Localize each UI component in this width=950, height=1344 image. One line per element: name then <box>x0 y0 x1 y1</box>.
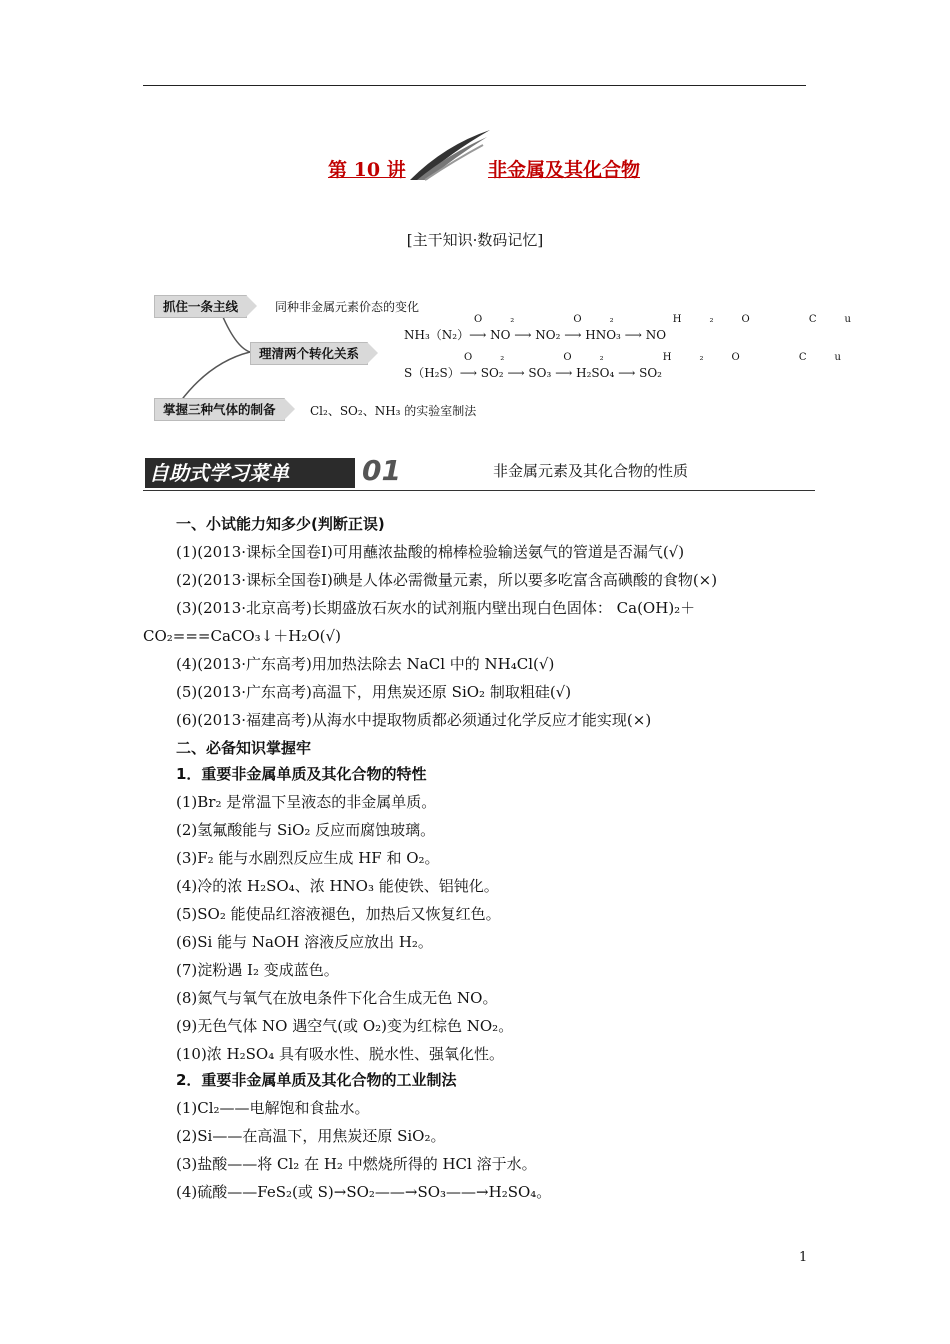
section-banner <box>143 452 815 492</box>
pill-two-relations: 理清两个转化关系 <box>250 342 368 365</box>
prop-5: (5)SO₂ 能使品红溶液褪色，加热后又恢复红色。 <box>176 905 501 923</box>
lecture-title <box>0 155 950 185</box>
menu-number: 01 <box>358 456 405 486</box>
prep-4: (4)硫酸——FeS₂(或 S)→SO₂——→SO₃——→H₂SO₄。 <box>176 1183 552 1201</box>
subtitle: [主干知识·数码记忆] <box>406 231 544 249</box>
prop-1: (1)Br₂ 是常温下呈液态的非金属单质。 <box>176 793 437 811</box>
item-4: (4)(2013·广东高考)用加热法除去 NaCl 中的 NH₄Cl(√) <box>176 655 555 673</box>
heading-1: 一、小试能力知多少(判断正误) <box>176 515 385 533</box>
banner-rule <box>143 490 815 491</box>
section-topic: 非金属元素及其化合物的性质 <box>493 462 689 480</box>
lecture-number: 第 10 讲 <box>328 159 406 181</box>
item-5: (5)(2013·广东高考)高温下，用焦炭还原 SiO₂ 制取粗硅(√) <box>176 683 572 701</box>
item-3-cont: CO₂===CaCO₃↓＋H₂O(√) <box>143 627 341 645</box>
item-1: (1)(2013·课标全国卷Ⅰ)可用蘸浓盐酸的棉棒检验输送氨气的管道是否漏气(√) <box>176 543 685 561</box>
heading-2: 二、必备知识掌握牢 <box>176 739 312 757</box>
item-6: (6)(2013·福建高考)从海水中提取物质都必须通过化学反应才能实现(×) <box>176 711 652 729</box>
prep-3: (3)盐酸——将 Cl₂ 在 H₂ 中燃烧所得的 HCl 溶于水。 <box>176 1155 537 1173</box>
menu-label: 自助式学习菜单 <box>149 461 289 485</box>
chain2-labels: O₂ O₂ H₂O Cu <box>464 352 869 363</box>
menu-badge <box>145 454 401 488</box>
prop-8: (8)氮气与氧气在放电条件下化合生成无色 NO。 <box>176 989 498 1007</box>
prop-7: (7)淀粉遇 I₂ 变成蓝色。 <box>176 961 339 979</box>
prop-3: (3)F₂ 能与水剧烈反应生成 HF 和 O₂。 <box>176 849 440 867</box>
prop-6: (6)Si 能与 NaOH 溶液反应放出 H₂。 <box>176 933 433 951</box>
prop-2: (2)氢氟酸能与 SiO₂ 反应而腐蚀玻璃。 <box>176 821 436 839</box>
prop-9: (9)无色气体 NO 遇空气(或 O₂)变为红棕色 NO₂。 <box>176 1017 514 1035</box>
item-3: (3)(2013·北京高考)长期盛放石灰水的试剂瓶内壁出现白色固体： Ca(OH)₂＋ <box>176 599 696 617</box>
chain1-labels: O₂ O₂ H₂O Cu <box>474 314 879 325</box>
item-2: (2)(2013·课标全国卷Ⅰ)碘是人体必需微量元素，所以要多吃富含高碘酸的食物(×) <box>176 571 718 589</box>
subheading-2: 2．重要非金属单质及其化合物的工业制法 <box>176 1071 457 1089</box>
mind-map <box>150 292 879 422</box>
pill-main-line: 抓住一条主线 <box>154 295 247 318</box>
header-rule <box>143 85 806 86</box>
three-gases-text: Cl₂、SO₂、NH₃ 的实验室制法 <box>310 404 477 418</box>
pill-three-gases: 掌握三种气体的制备 <box>154 398 285 421</box>
prep-2: (2)Si——在高温下，用焦炭还原 SiO₂。 <box>176 1127 446 1145</box>
prop-4: (4)冷的浓 H₂SO₄、浓 HNO₃ 能使铁、铝钝化。 <box>176 877 499 895</box>
prop-10: (10)浓 H₂SO₄ 具有吸水性、脱水性、强氧化性。 <box>176 1045 505 1063</box>
prep-1: (1)Cl₂——电解饱和食盐水。 <box>176 1099 370 1117</box>
subheading-1: 1．重要非金属单质及其化合物的特性 <box>176 765 427 783</box>
chain-nitrogen: NH₃（N₂）⟶ NO ⟶ NO₂ ⟶ HNO₃ ⟶ NO <box>404 328 667 342</box>
page-number: 1 <box>799 1250 808 1265</box>
swoosh-icon <box>405 125 495 185</box>
main-line-text: 同种非金属元素价态的变化 <box>275 300 420 314</box>
chain-sulfur: S（H₂S）⟶ SO₂ ⟶ SO₃ ⟶ H₂SO₄ ⟶ SO₂ <box>404 366 662 380</box>
lecture-topic: 非金属及其化合物 <box>488 159 641 181</box>
